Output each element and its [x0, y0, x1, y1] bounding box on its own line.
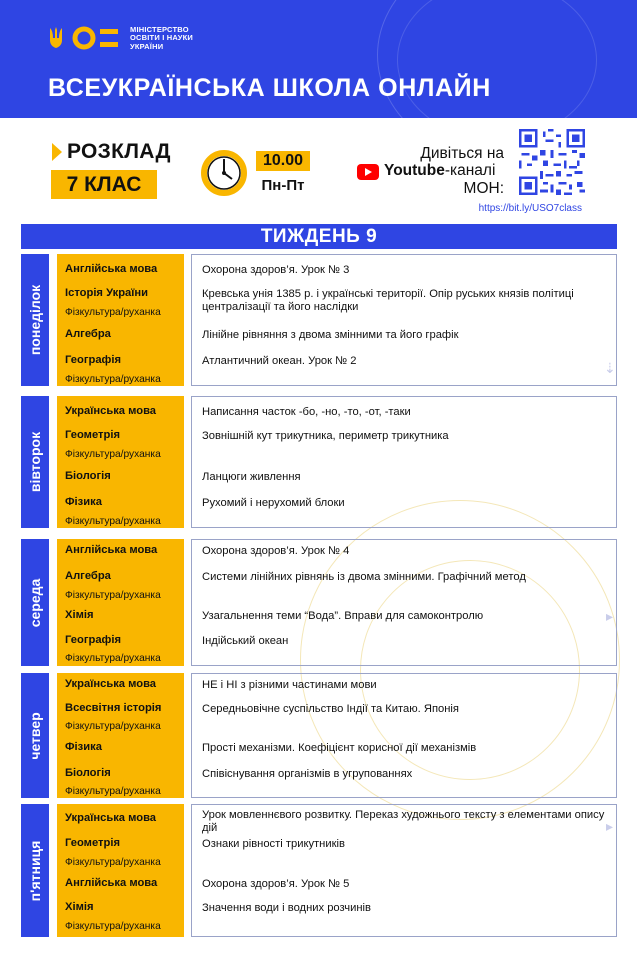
- lesson-topic: Індійський океан: [202, 635, 289, 647]
- triangle-marker-icon: [52, 143, 62, 161]
- lesson-topic: Охорона здоров’я. Урок № 5: [202, 878, 350, 890]
- topics-column: [191, 539, 617, 666]
- side-decoration-icon: ▸: [606, 608, 614, 624]
- subjects-column: [57, 673, 184, 798]
- day-name: понеділок: [27, 284, 43, 356]
- topics-column: [191, 396, 617, 528]
- subject-name: Біологія: [65, 470, 111, 482]
- youtube-icon: [357, 164, 379, 180]
- subjects-column: [57, 804, 184, 937]
- lesson-topic: Лінійне рівняння з двома змінними та його графік: [202, 329, 459, 341]
- channel-link[interactable]: https://bit.ly/USO7class: [478, 203, 582, 214]
- lesson-topic: Ланцюги живлення: [202, 471, 301, 483]
- subject-name: Алгебра: [65, 570, 111, 582]
- day-block: [21, 254, 617, 386]
- subject-name: Географія: [65, 354, 121, 366]
- subjects-column: [57, 396, 184, 528]
- lesson-topic: Охорона здоров’я. Урок № 3: [202, 264, 350, 276]
- coat-of-arms-icon: [48, 26, 64, 50]
- day-label: [21, 673, 49, 798]
- day-label: [21, 396, 49, 528]
- day-name: вівторок: [27, 431, 43, 493]
- pe-break-label: Фізкультура/руханка: [65, 721, 161, 732]
- pe-break-label: Фізкультура/руханка: [65, 374, 161, 385]
- lesson-topic: Системи лінійних рівнянь із двома змінними. Графічний метод: [202, 571, 526, 583]
- pe-break-label: Фізкультура/руханка: [65, 921, 161, 932]
- lesson-topic: Співіснування організмів в угрупованнях: [202, 768, 413, 780]
- subject-name: Геометрія: [65, 837, 120, 849]
- subject-name: Англійська мова: [65, 544, 158, 556]
- ministry-name-line: МІНІСТЕРСТВО: [130, 25, 189, 34]
- ministry-logo-icon: [72, 26, 124, 50]
- day-block: [21, 804, 617, 937]
- pe-break-label: Фізкультура/руханка: [65, 590, 161, 601]
- subject-name: Хімія: [65, 609, 94, 621]
- day-name: п'ятниця: [27, 840, 43, 901]
- lesson-topic: Кревська унія 1385 р. і українські території. Опір руських князів політиці централізації та його наслідки: [202, 288, 574, 313]
- ministry-name: [130, 26, 193, 51]
- subject-name: Географія: [65, 634, 121, 646]
- day-label: [21, 539, 49, 666]
- lesson-topic: Узагальнення теми “Вода”. Вправи для самоконтролю: [202, 610, 484, 622]
- side-decoration-icon: ▸: [606, 818, 614, 834]
- lesson-topic: Атлантичний океан. Урок № 2: [202, 355, 357, 367]
- day-label: [21, 254, 49, 386]
- qr-code-icon[interactable]: [519, 129, 585, 195]
- broadcast-days: Пн-Пт: [261, 177, 305, 194]
- lesson-topic: Середньовічне суспільство Індії та Китаю. Японія: [202, 703, 459, 715]
- clock-icon: [200, 149, 248, 197]
- ministry-name-line: ОСВІТИ І НАУКИ: [130, 33, 193, 43]
- lesson-topic: Рухомий і нерухомий блоки: [202, 497, 345, 509]
- subject-name: Фізика: [65, 496, 102, 508]
- watch-youtube-text: [384, 162, 495, 180]
- lesson-topic: Написання часток -бо, -но, -то, -от, -таки: [202, 406, 411, 418]
- pe-break-label: Фізкультура/руханка: [65, 857, 161, 868]
- pe-break-label: Фізкультура/руханка: [65, 653, 161, 664]
- subject-name: Фізика: [65, 741, 102, 753]
- subject-name: Всесвітня історія: [65, 702, 162, 714]
- broadcast-time: 10.00: [262, 152, 304, 169]
- lesson-topic: Ознаки рівності трикутників: [202, 838, 345, 850]
- lesson-topic: НЕ і НІ з різними частинами мови: [202, 679, 377, 691]
- lesson-topic: Прості механізми. Коефіцієнт корисної дії механізмів: [202, 742, 477, 754]
- topics-column: [191, 804, 617, 937]
- day-block: [21, 396, 617, 528]
- page-title: ВСЕУКРАЇНСЬКА ШКОЛА ОНЛАЙН: [48, 74, 491, 102]
- subject-name: Геометрія: [65, 429, 120, 441]
- pe-break-label: Фізкультура/руханка: [65, 786, 161, 797]
- header-banner: [0, 0, 637, 118]
- subject-name: Англійська мова: [65, 877, 158, 889]
- watch-text: Дивіться на: [420, 145, 504, 162]
- broadcast-time-badge: [256, 151, 310, 171]
- day-block: [21, 539, 617, 666]
- subject-name: Хімія: [65, 901, 94, 913]
- day-label: [21, 804, 49, 937]
- lesson-topic: Урок мовленнєвого розвитку. Переказ художнього тексту з елементами опису дій: [202, 809, 605, 834]
- subjects-column: [57, 254, 184, 386]
- schedule-label: РОЗКЛАД: [67, 140, 171, 163]
- pe-break-label: Фізкультура/руханка: [65, 516, 161, 527]
- topics-column: [191, 673, 617, 798]
- lesson-topic: Зовнішній кут трикутника, периметр трикутника: [202, 430, 449, 442]
- day-name: четвер: [27, 711, 43, 760]
- subject-name: Алгебра: [65, 328, 111, 340]
- grade-label: 7 КЛАС: [66, 173, 142, 196]
- subject-name: Українська мова: [65, 812, 157, 824]
- youtube-label: Youtube: [384, 162, 445, 179]
- day-name: середа: [27, 578, 43, 627]
- subject-name: Англійська мова: [65, 263, 158, 275]
- day-block: [21, 673, 617, 798]
- subject-name: Українська мова: [65, 678, 157, 690]
- topics-column: [191, 254, 617, 386]
- subject-name: Історія України: [65, 287, 149, 299]
- lesson-topic: Значення води і водних розчинів: [202, 902, 371, 914]
- watch-ministry-text: МОН:: [463, 180, 504, 197]
- subject-name: Біологія: [65, 767, 111, 779]
- ministry-name-line: УКРАЇНИ: [130, 41, 164, 51]
- lesson-topic: Охорона здоров’я. Урок № 4: [202, 545, 350, 557]
- grade-badge: [51, 170, 157, 199]
- side-decoration-icon: ⇣: [604, 360, 616, 376]
- subject-name: Українська мова: [65, 405, 157, 417]
- week-banner: ТИЖДЕНЬ 9: [21, 224, 617, 249]
- pe-break-label: Фізкультура/руханка: [65, 307, 161, 318]
- subjects-column: [57, 539, 184, 666]
- pe-break-label: Фізкультура/руханка: [65, 449, 161, 460]
- watch-channel-text: -каналі: [444, 162, 496, 179]
